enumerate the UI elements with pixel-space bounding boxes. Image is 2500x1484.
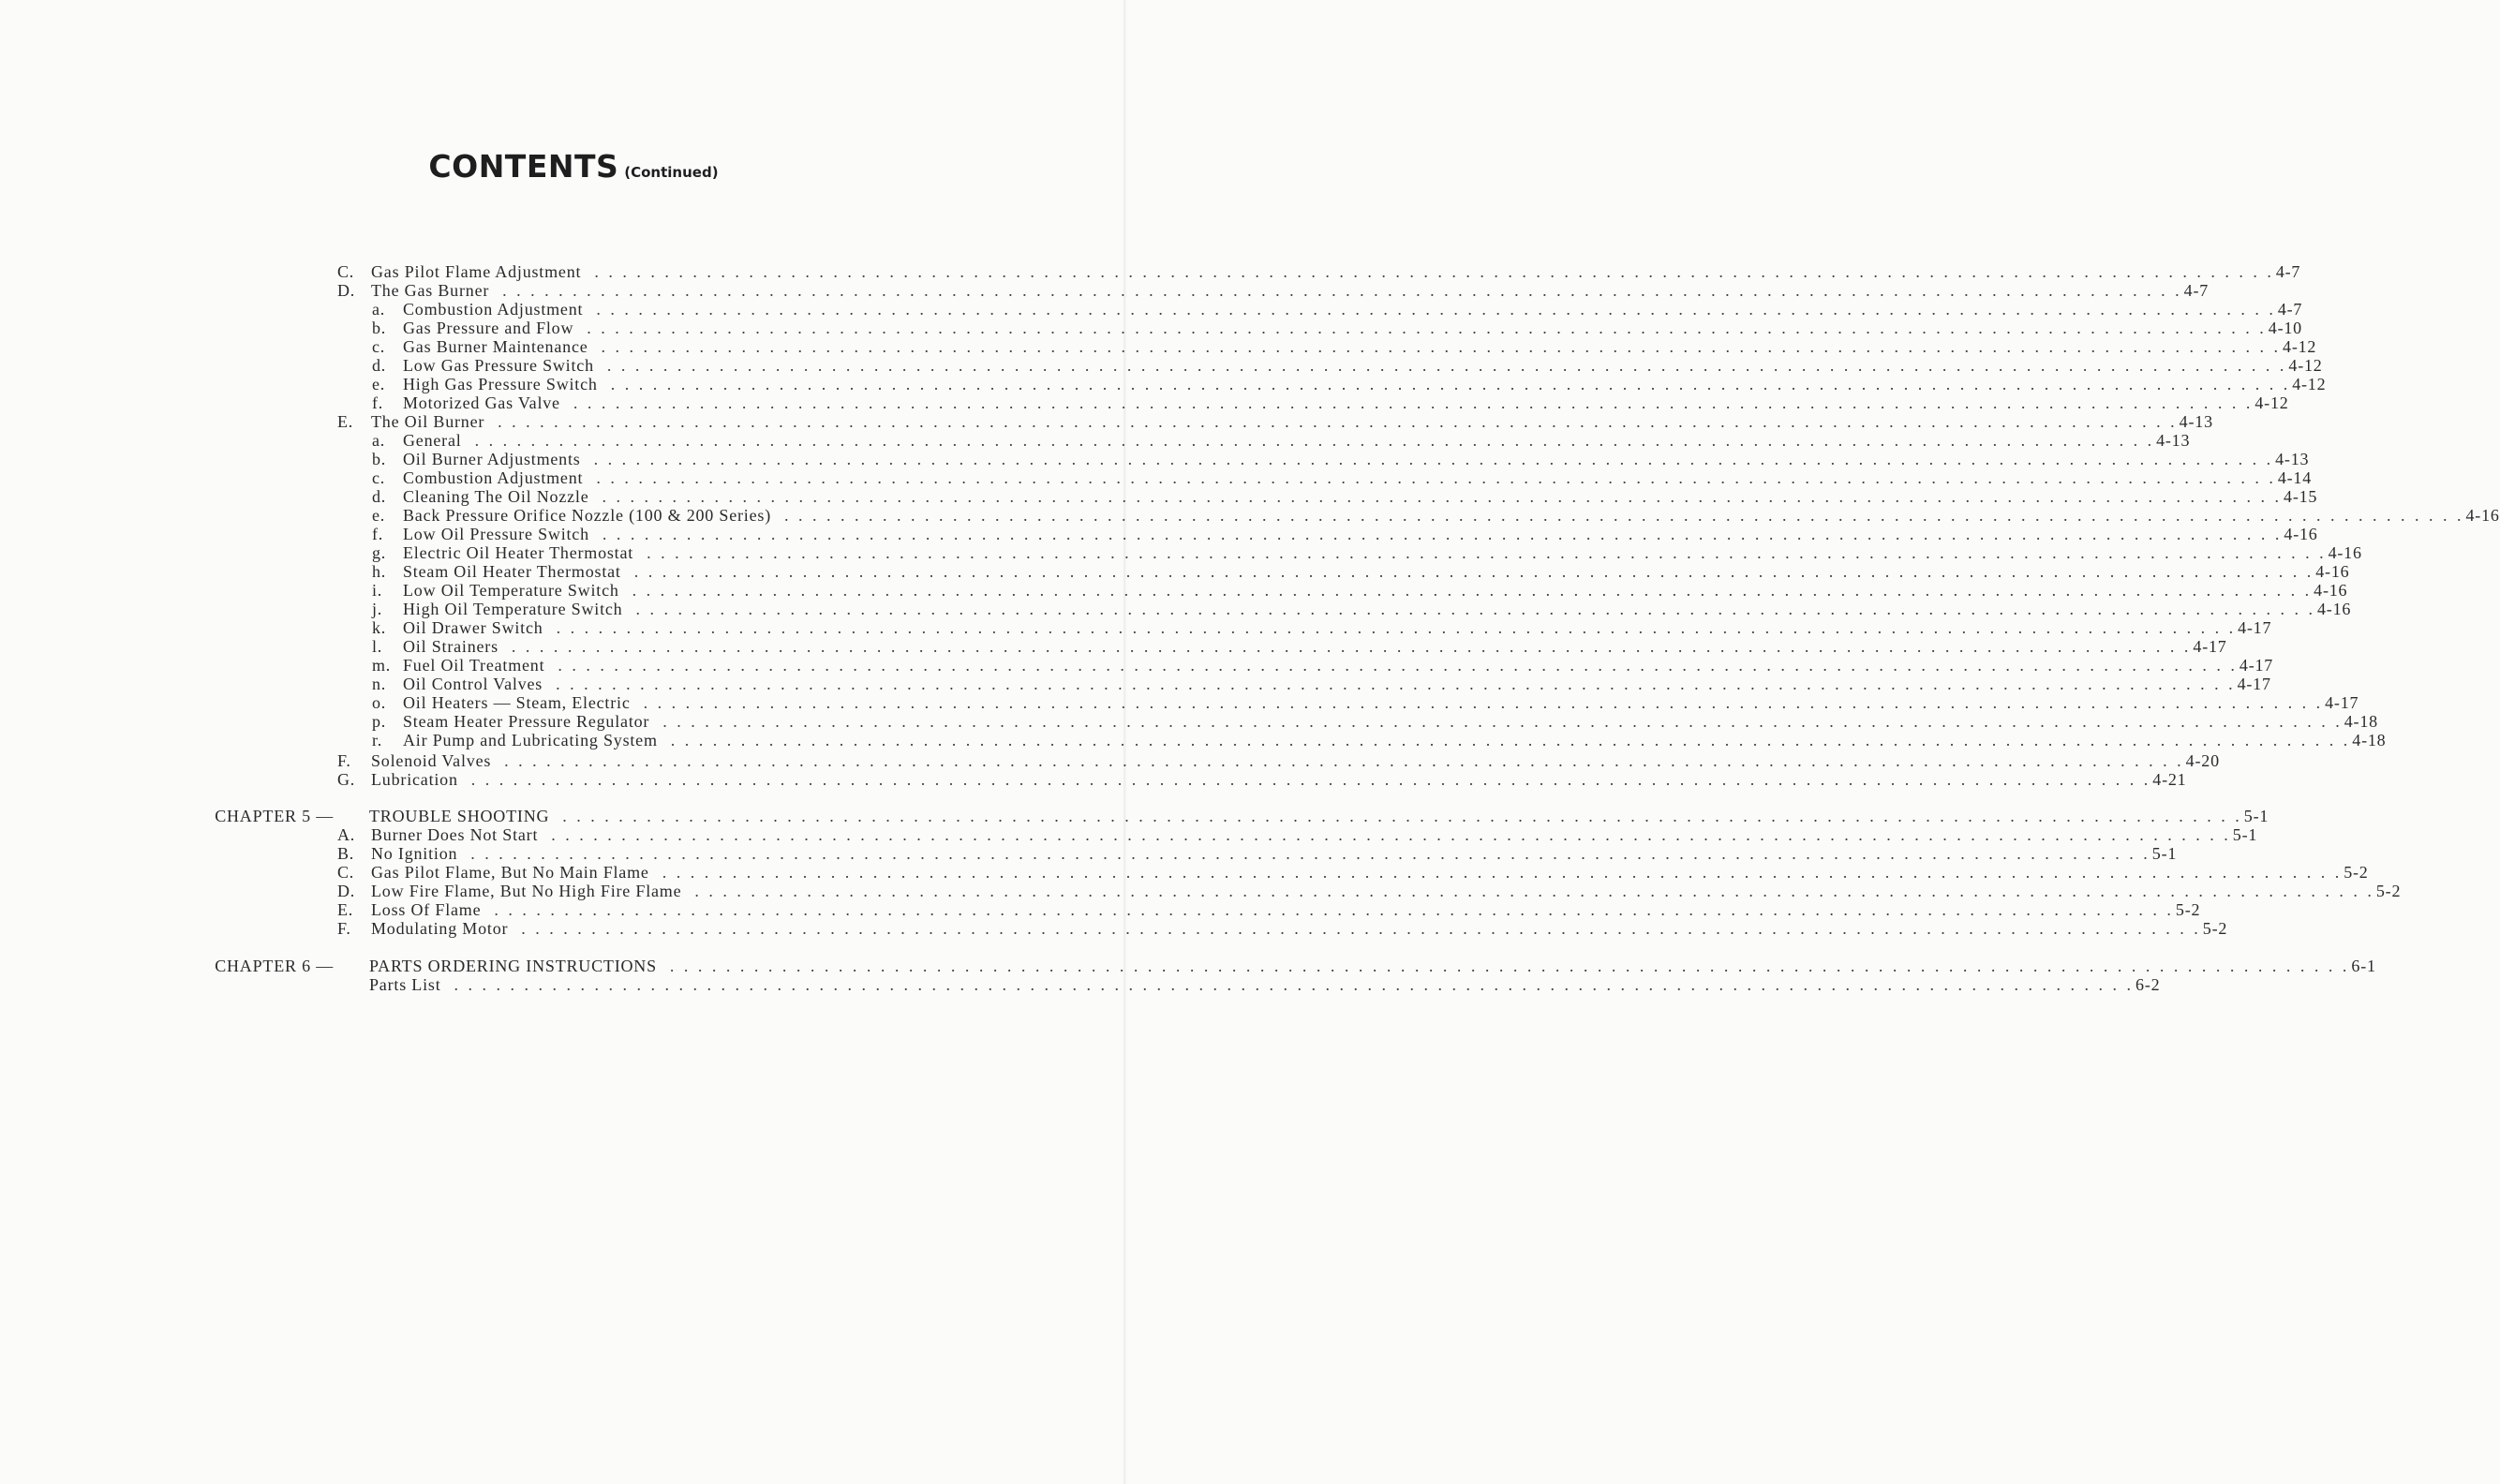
entry-title: Air Pump and Lubricating System	[403, 731, 658, 749]
entry-letter: C.	[337, 863, 355, 882]
entry-letter: F.	[337, 919, 351, 938]
page-number: 5-1	[2243, 807, 2269, 825]
entry-letter: E.	[337, 412, 354, 431]
toc-subentry	[372, 356, 2323, 375]
page-number: 4-12	[2292, 375, 2327, 393]
entry-letter: D.	[337, 281, 356, 300]
entry-title: Motorized Gas Valve	[403, 393, 560, 412]
entry-letter: i.	[372, 581, 383, 600]
page-number: 4-18	[2344, 712, 2378, 731]
entry-letter: C.	[337, 262, 355, 281]
entry-title: Back Pressure Orifice Nozzle (100 & 200 Series)	[403, 506, 771, 525]
dot-leader: . . . . . . . . . . . . . . . . . . . . . . . . . . . . . . . . . . . . . . . . . . . . . . . . . . . . . . . . . . . . . . . . . . . . . . . . . . . . . . . . . . . . . . . . . . . . . . . . . . . . . . . . . . . . . . . . . . . . . . . .	[601, 337, 2282, 356]
entry-title: High Oil Temperature Switch	[403, 600, 623, 618]
entry-title: Loss Of Flame	[371, 900, 482, 919]
entry-title: Gas Pilot Flame Adjustment	[371, 262, 582, 281]
entry-letter: o.	[372, 693, 387, 712]
dot-leader: . . . . . . . . . . . . . . . . . . . . . . . . . . . . . . . . . . . . . . . . . . . . . . . . . . . . . . . . . . . . . . . . . . . . . . . . . . . . . . . . . . . . . . . . . . . . . . . . . . . . . . . . . . . . . . . . . . . . . . . .	[647, 543, 2327, 562]
dot-leader: . . . . . . . . . . . . . . . . . . . . . . . . . . . . . . . . . . . . . . . . . . . . . . . . . . . . . . . . . . . . . . . . . . . . . . . . . . . . . . . . . . . . . . . . . . . . . . . . . . . . . . . . . . . . . . . . . . . . . . . .	[573, 393, 2254, 412]
entry-title: Steam Heater Pressure Regulator	[403, 712, 650, 731]
dot-leader: . . . . . . . . . . . . . . . . . . . . . . . . . . . . . . . . . . . . . . . . . . . . . . . . . . . . . . . . . . . . . . . . . . . . . . . . . . . . . . . . . . . . . . . . . . . . . . . . . . . . . . . . . . . . . . . . . . . . . . . .	[562, 807, 2242, 825]
entry-letter: h.	[372, 562, 387, 581]
dot-leader: . . . . . . . . . . . . . . . . . . . . . . . . . . . . . . . . . . . . . . . . . . . . . . . . . . . . . . . . . . . . . . . . . . . . . . . . . . . . . . . . . . . . . . . . . . . . . . . . . . . . . . . . . . . . . . . . . . . . . . . .	[632, 581, 2313, 600]
entry-letter: n.	[372, 675, 387, 693]
dot-leader: . . . . . . . . . . . . . . . . . . . . . . . . . . . . . . . . . . . . . . . . . . . . . . . . . . . . . . . . . . . . . . . . . . . . . . . . . . . . . . . . . . . . . . . . . . . . . . . . . . . . . . . . . . . . . . . . . . . . . . . .	[593, 450, 2274, 468]
entry-letter: f.	[372, 525, 384, 543]
dot-leader: . . . . . . . . . . . . . . . . . . . . . . . . . . . . . . . . . . . . . . . . . . . . . . . . . . . . . . . . . . . . . . . . . . . . . . . . . . . . . . . . . . . . . . . . . . . . . . . . . . . . . . . . . . . . . . . . . . . . . . . .	[694, 882, 2374, 900]
page-number: 4-12	[2288, 356, 2323, 375]
toc-subentry	[372, 525, 2318, 543]
entry-title: Low Oil Pressure Switch	[403, 525, 589, 543]
entry-title: The Oil Burner	[371, 412, 485, 431]
entry-letter: d.	[372, 487, 387, 506]
toc-subentry	[372, 581, 2348, 600]
dot-leader: . . . . . . . . . . . . . . . . . . . . . . . . . . . . . . . . . . . . . . . . . . . . . . . . . . . . . . . . . . . . . . . . . . . . . . . . . . . . . . . . . . . . . . . . . . . . . . . . . . . . . . . . . . . . . . . . . . . . . . . .	[610, 375, 2291, 393]
entry-title: Oil Burner Adjustments	[403, 450, 581, 468]
page-number: 4-12	[2254, 393, 2289, 412]
entry-title: Oil Heaters — Steam, Electric	[403, 693, 631, 712]
chapter-entry	[369, 807, 2269, 825]
toc-entry	[337, 412, 2213, 431]
toc-subentry	[372, 543, 2362, 562]
dot-leader: . . . . . . . . . . . . . . . . . . . . . . . . . . . . . . . . . . . . . . . . . . . . . . . . . . . . . . . . . . . . . . . . . . . . . . . . . . . . . . . . . . . . . . . . . . . . . . . . . . . . . . . . . . . . . . . . . . . . . . . .	[454, 975, 2135, 994]
toc-entry	[337, 825, 2258, 844]
toc-subentry	[372, 656, 2274, 675]
page-number: 4-17	[2237, 675, 2271, 693]
dot-leader: . . . . . . . . . . . . . . . . . . . . . . . . . . . . . . . . . . . . . . . . . . . . . . . . . . . . . . . . . . . . . . . . . . . . . . . . . . . . . . . . . . . . . . . . . . . . . . . . . . . . . . . . . . . . . . . . . . . . . . . .	[643, 693, 2324, 712]
entry-title: Solenoid Valves	[371, 751, 492, 770]
entry-letter: j.	[372, 600, 383, 618]
page-number: 4-16	[2315, 562, 2350, 581]
page-number: 4-16	[2328, 543, 2362, 562]
page-number: 4-13	[2156, 431, 2191, 450]
dot-leader: . . . . . . . . . . . . . . . . . . . . . . . . . . . . . . . . . . . . . . . . . . . . . . . . . . . . . . . . . . . . . . . . . . . . . . . . . . . . . . . . . . . . . . . . . . . . . . . . . . . . . . . . . . . . . . . . . . . . . . . .	[558, 656, 2238, 675]
entry-title: Combustion Adjustment	[403, 468, 584, 487]
entry-title: Oil Drawer Switch	[403, 618, 543, 637]
toc-subentry	[372, 450, 2310, 468]
entry-title: Parts List	[369, 975, 441, 994]
toc-subentry	[372, 337, 2317, 356]
continued-label: (Continued)	[624, 164, 719, 181]
toc-subentry	[372, 431, 2191, 450]
toc-entry	[337, 882, 2402, 900]
entry-title: General	[403, 431, 462, 450]
entry-title: Oil Strainers	[403, 637, 499, 656]
dot-leader: . . . . . . . . . . . . . . . . . . . . . . . . . . . . . . . . . . . . . . . . . . . . . . . . . . . . . . . . . . . . . . . . . . . . . . . . . . . . . . . . . . . . . . . . . . . . . . . . . . . . . . . . . . . . . . . . . . . . . . . .	[662, 712, 2343, 731]
toc-entry	[369, 975, 2161, 994]
dot-leader: . . . . . . . . . . . . . . . . . . . . . . . . . . . . . . . . . . . . . . . . . . . . . . . . . . . . . . . . . . . . . . . . . . . . . . . . . . . . . . . . . . . . . . . . . . . . . . . . . . . . . . . . . . . . . . . . . . . . . . . .	[602, 525, 2283, 543]
toc-subentry	[372, 618, 2272, 637]
page-number: 4-7	[2277, 300, 2303, 319]
entry-title: Lubrication	[371, 770, 458, 789]
dot-leader: . . . . . . . . . . . . . . . . . . . . . . . . . . . . . . . . . . . . . . . . . . . . . . . . . . . . . . . . . . . . . . . . . . . . . . . . . . . . . . . . . . . . . . . . . . . . . . . . . . . . . . . . . . . . . . . . . . . . . . . .	[511, 637, 2192, 656]
page-number: 4-16	[2284, 525, 2318, 543]
toc-entry	[337, 751, 2220, 770]
dot-leader: . . . . . . . . . . . . . . . . . . . . . . . . . . . . . . . . . . . . . . . . . . . . . . . . . . . . . . . . . . . . . . . . . . . . . . . . . . . . . . . . . . . . . . . . . . . . . . . . . . . . . . . . . . . . . . . . . . . . . . . .	[551, 825, 2231, 844]
dot-leader: . . . . . . . . . . . . . . . . . . . . . . . . . . . . . . . . . . . . . . . . . . . . . . . . . . . . . . . . . . . . . . . . . . . . . . . . . . . . . . . . . . . . . . . . . . . . . . . . . . . . . . . . . . . . . . . . . . . . . . . .	[502, 281, 2182, 300]
page-number: 5-1	[2232, 825, 2258, 844]
dot-leader: . . . . . . . . . . . . . . . . . . . . . . . . . . . . . . . . . . . . . . . . . . . . . . . . . . . . . . . . . . . . . . . . . . . . . . . . . . . . . . . . . . . . . . . . . . . . . . . . . . . . . . . . . . . . . . . . . . . . . . . .	[587, 319, 2267, 337]
dot-leader: . . . . . . . . . . . . . . . . . . . . . . . . . . . . . . . . . . . . . . . . . . . . . . . . . . . . . . . . . . . . . . . . . . . . . . . . . . . . . . . . . . . . . . . . . . . . . . . . . . . . . . . . . . . . . . . . . . . . . . . .	[556, 675, 2236, 693]
dot-leader: . . . . . . . . . . . . . . . . . . . . . . . . . . . . . . . . . . . . . . . . . . . . . . . . . . . . . . . . . . . . . . . . . . . . . . . . . . . . . . . . . . . . . . . . . . . . . . . . . . . . . . . . . . . . . . . . . . . . . . . .	[556, 618, 2237, 637]
entry-letter: F.	[337, 751, 351, 770]
chapter-entry	[369, 957, 2376, 975]
toc-entry	[337, 900, 2201, 919]
contents-heading: CONTENTS	[428, 148, 619, 185]
entry-title: Steam Oil Heater Thermostat	[403, 562, 621, 581]
entry-letter: d.	[372, 356, 387, 375]
entry-letter: B.	[337, 844, 355, 863]
toc-subentry	[372, 319, 2302, 337]
dot-leader: . . . . . . . . . . . . . . . . . . . . . . . . . . . . . . . . . . . . . . . . . . . . . . . . . . . . . . . . . . . . . . . . . . . . . . . . . . . . . . . . . . . . . . . . . . . . . . . . . . . . . . . . . . . . . . . . . . . . . . . .	[498, 412, 2178, 431]
entry-letter: e.	[372, 506, 386, 525]
toc-subentry	[372, 637, 2227, 656]
dot-leader: . . . . . . . . . . . . . . . . . . . . . . . . . . . . . . . . . . . . . . . . . . . . . . . . . . . . . . . . . . . . . . . . . . . . . . . . . . . . . . . . . . . . . . . . . . . . . . . . . . . . . . . . . . . . . . . . . . . . . . . .	[633, 562, 2314, 581]
page-number: 5-2	[2175, 900, 2201, 919]
page-number: 4-16	[2314, 581, 2348, 600]
dot-leader: . . . . . . . . . . . . . . . . . . . . . . . . . . . . . . . . . . . . . . . . . . . . . . . . . . . . . . . . . . . . . . . . . . . . . . . . . . . . . . . . . . . . . . . . . . . . . . . . . . . . . . . . . . . . . . . . . . . . . . . .	[521, 919, 2201, 938]
page-number: 4-15	[2284, 487, 2318, 506]
page-number: 5-2	[2202, 919, 2228, 938]
entry-letter: b.	[372, 450, 387, 468]
page-number: 4-13	[2275, 450, 2310, 468]
entry-title: Gas Pressure and Flow	[403, 319, 574, 337]
page-title	[0, 148, 1147, 185]
toc-subentry	[372, 300, 2303, 319]
entry-title: Fuel Oil Treatment	[403, 656, 545, 675]
entry-title: Cleaning The Oil Nozzle	[403, 487, 589, 506]
chapter-label: CHAPTER 6 —	[215, 957, 334, 975]
toc-subentry	[372, 693, 2359, 712]
entry-letter: G.	[337, 770, 356, 789]
entry-letter: e.	[372, 375, 386, 393]
entry-title: PARTS ORDERING INSTRUCTIONS	[369, 957, 657, 975]
entry-title: The Gas Burner	[371, 281, 490, 300]
page-number: 4-13	[2179, 412, 2213, 431]
chapter-label: CHAPTER 5 —	[215, 807, 334, 825]
dot-leader: . . . . . . . . . . . . . . . . . . . . . . . . . . . . . . . . . . . . . . . . . . . . . . . . . . . . . . . . . . . . . . . . . . . . . . . . . . . . . . . . . . . . . . . . . . . . . . . . . . . . . . . . . . . . . . . . . . . . . . . .	[474, 431, 2155, 450]
entry-title: Oil Control Valves	[403, 675, 543, 693]
entry-title: Combustion Adjustment	[403, 300, 584, 319]
page-number: 4-7	[2183, 281, 2210, 300]
dot-leader: . . . . . . . . . . . . . . . . . . . . . . . . . . . . . . . . . . . . . . . . . . . . . . . . . . . . . . . . . . . . . . . . . . . . . . . . . . . . . . . . . . . . . . . . . . . . . . . . . . . . . . . . . . . . . . . . . . . . . . . .	[470, 844, 2150, 863]
page-number: 4-17	[2238, 618, 2272, 637]
entry-title: Electric Oil Heater Thermostat	[403, 543, 634, 562]
dot-leader: . . . . . . . . . . . . . . . . . . . . . . . . . . . . . . . . . . . . . . . . . . . . . . . . . . . . . . . . . . . . . . . . . . . . . . . . . . . . . . . . . . . . . . . . . . . . . . . . . . . . . . . . . . . . . . . . . . . . . . . .	[635, 600, 2315, 618]
toc-subentry	[372, 375, 2327, 393]
entry-letter: a.	[372, 300, 386, 319]
dot-leader: . . . . . . . . . . . . . . . . . . . . . . . . . . . . . . . . . . . . . . . . . . . . . . . . . . . . . . . . . . . . . . . . . . . . . . . . . . . . . . . . . . . . . . . . . . . . . . . . . . . . . . . . . . . . . . . . . . . . . . . .	[470, 770, 2151, 789]
page-number: 4-12	[2283, 337, 2317, 356]
toc-subentry	[372, 562, 2350, 581]
entry-title: High Gas Pressure Switch	[403, 375, 598, 393]
dot-leader: . . . . . . . . . . . . . . . . . . . . . . . . . . . . . . . . . . . . . . . . . . . . . . . . . . . . . . . . . . . . . . . . . . . . . . . . . . . . . . . . . . . . . . . . . . . . . . . . . . . . . . . . . . . . . . . . . . . . . . . .	[596, 300, 2276, 319]
page-number: 4-16	[2465, 506, 2500, 525]
dot-leader: . . . . . . . . . . . . . . . . . . . . . . . . . . . . . . . . . . . . . . . . . . . . . . . . . . . . . . . . . . . . . . . . . . . . . . . . . . . . . . . . . . . . . . . . . . . . . . . . . . . . . . . . . . . . . . . . . . . . . . . .	[594, 262, 2274, 281]
dot-leader: . . . . . . . . . . . . . . . . . . . . . . . . . . . . . . . . . . . . . . . . . . . . . . . . . . . . . . . . . . . . . . . . . . . . . . . . . . . . . . . . . . . . . . . . . . . . . . . . . . . . . . . . . . . . . . . . . . . . . . . .	[784, 506, 2464, 525]
toc-subentry	[372, 600, 2352, 618]
page-number: 4-17	[2193, 637, 2227, 656]
entry-letter: A.	[337, 825, 356, 844]
page-number: 4-17	[2239, 656, 2274, 675]
page-number: 5-2	[2375, 882, 2402, 900]
entry-letter: D.	[337, 882, 356, 900]
toc-subentry	[372, 393, 2289, 412]
entry-title: TROUBLE SHOOTING	[369, 807, 550, 825]
page-number: 6-2	[2135, 975, 2161, 994]
entry-letter: p.	[372, 712, 387, 731]
toc-entry	[337, 863, 2369, 882]
toc-subentry	[372, 712, 2378, 731]
entry-letter: g.	[372, 543, 387, 562]
page-number: 6-1	[2351, 957, 2376, 975]
toc-entry	[337, 919, 2228, 938]
dot-leader: . . . . . . . . . . . . . . . . . . . . . . . . . . . . . . . . . . . . . . . . . . . . . . . . . . . . . . . . . . . . . . . . . . . . . . . . . . . . . . . . . . . . . . . . . . . . . . . . . . . . . . . . . . . . . . . . . . . . . . . .	[606, 356, 2287, 375]
entry-title: Gas Pilot Flame, But No Main Flame	[371, 863, 649, 882]
entry-letter: c.	[372, 337, 386, 356]
toc-subentry	[372, 731, 2387, 749]
toc-entry	[337, 770, 2187, 789]
dot-leader: . . . . . . . . . . . . . . . . . . . . . . . . . . . . . . . . . . . . . . . . . . . . . . . . . . . . . . . . . . . . . . . . . . . . . . . . . . . . . . . . . . . . . . . . . . . . . . . . . . . . . . . . . . . . . . . . . . . . . . . .	[494, 900, 2174, 919]
entry-letter: r.	[372, 731, 383, 749]
entry-letter: c.	[372, 468, 386, 487]
page-number: 5-1	[2151, 844, 2178, 863]
entry-letter: a.	[372, 431, 386, 450]
page-number: 4-17	[2325, 693, 2359, 712]
toc-entry	[337, 844, 2178, 863]
toc-subentry	[372, 506, 2500, 525]
entry-letter: b.	[372, 319, 387, 337]
page-number: 4-21	[2152, 770, 2187, 789]
entry-letter: l.	[372, 637, 383, 656]
toc-subentry	[372, 675, 2271, 693]
dot-leader: . . . . . . . . . . . . . . . . . . . . . . . . . . . . . . . . . . . . . . . . . . . . . . . . . . . . . . . . . . . . . . . . . . . . . . . . . . . . . . . . . . . . . . . . . . . . . . . . . . . . . . . . . . . . . . . . . . . . . . . .	[602, 487, 2283, 506]
entry-title: Burner Does Not Start	[371, 825, 539, 844]
dot-leader: . . . . . . . . . . . . . . . . . . . . . . . . . . . . . . . . . . . . . . . . . . . . . . . . . . . . . . . . . . . . . . . . . . . . . . . . . . . . . . . . . . . . . . . . . . . . . . . . . . . . . . . . . . . . . . . . . . . . . . . .	[670, 731, 2351, 749]
dot-leader: . . . . . . . . . . . . . . . . . . . . . . . . . . . . . . . . . . . . . . . . . . . . . . . . . . . . . . . . . . . . . . . . . . . . . . . . . . . . . . . . . . . . . . . . . . . . . . . . . . . . . . . . . . . . . . . . . . . . . . . .	[662, 863, 2343, 882]
entry-title: Low Gas Pressure Switch	[403, 356, 594, 375]
page-number: 5-2	[2344, 863, 2369, 882]
toc-subentry	[372, 487, 2318, 506]
page-number: 4-14	[2277, 468, 2313, 487]
dot-leader: . . . . . . . . . . . . . . . . . . . . . . . . . . . . . . . . . . . . . . . . . . . . . . . . . . . . . . . . . . . . . . . . . . . . . . . . . . . . . . . . . . . . . . . . . . . . . . . . . . . . . . . . . . . . . . . . . . . . . . . .	[596, 468, 2276, 487]
page-number: 4-7	[2275, 262, 2301, 281]
entry-title: Gas Burner Maintenance	[403, 337, 588, 356]
entry-title: Modulating Motor	[371, 919, 509, 938]
entry-letter: f.	[372, 393, 384, 412]
dot-leader: . . . . . . . . . . . . . . . . . . . . . . . . . . . . . . . . . . . . . . . . . . . . . . . . . . . . . . . . . . . . . . . . . . . . . . . . . . . . . . . . . . . . . . . . . . . . . . . . . . . . . . . . . . . . . . . . . . . . . . . .	[669, 957, 2350, 975]
page-number: 4-16	[2316, 600, 2352, 618]
toc-subentry	[372, 468, 2313, 487]
entry-letter: k.	[372, 618, 387, 637]
toc-entry	[337, 281, 2210, 300]
page-number: 4-18	[2352, 731, 2387, 749]
toc-entry	[337, 262, 2301, 281]
entry-title: No Ignition	[371, 844, 458, 863]
page-number: 4-10	[2268, 319, 2302, 337]
entry-letter: m.	[372, 656, 392, 675]
entry-letter: E.	[337, 900, 354, 919]
entry-title: Low Oil Temperature Switch	[403, 581, 619, 600]
entry-title: Low Fire Flame, But No High Fire Flame	[371, 882, 682, 900]
page-number: 4-20	[2185, 751, 2220, 770]
dot-leader: . . . . . . . . . . . . . . . . . . . . . . . . . . . . . . . . . . . . . . . . . . . . . . . . . . . . . . . . . . . . . . . . . . . . . . . . . . . . . . . . . . . . . . . . . . . . . . . . . . . . . . . . . . . . . . . . . . . . . . . .	[504, 751, 2184, 770]
